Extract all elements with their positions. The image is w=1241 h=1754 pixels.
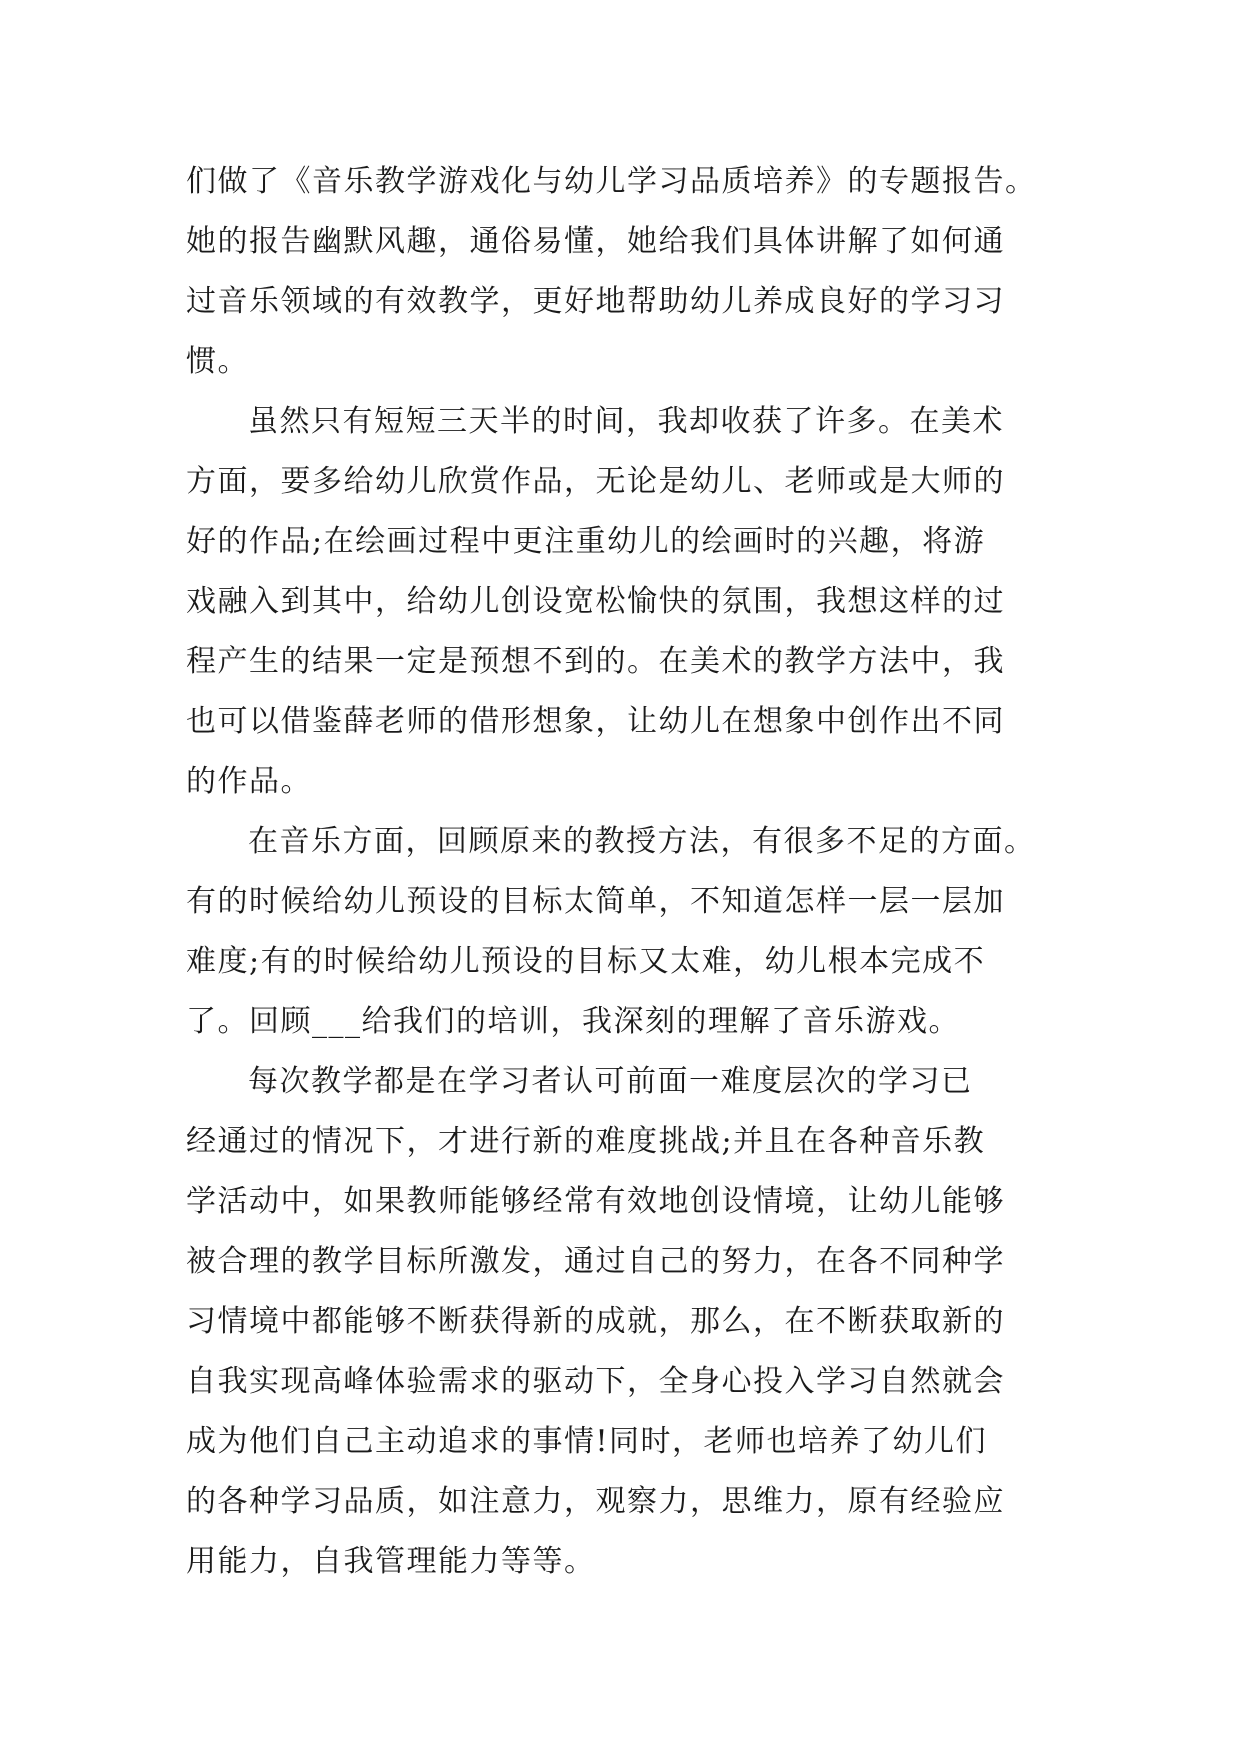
text-line: 过音乐领域的有效教学，更好地帮助幼儿养成良好的学习习 bbox=[186, 284, 1005, 319]
text-line: 每次教学都是在学习者认可前面一难度层次的学习已 bbox=[248, 1064, 973, 1099]
text-line: 自我实现高峰体验需求的驱动下，全身心投入学习自然就会 bbox=[186, 1364, 1005, 1399]
text-line: 她的报告幽默风趣，通俗易懂，她给我们具体讲解了如何通 bbox=[186, 224, 1005, 259]
text-line: 了。回顾___给我们的培训，我深刻的理解了音乐游戏。 bbox=[186, 1004, 960, 1039]
text-line: 的各种学习品质，如注意力，观察力，思维力，原有经验应 bbox=[186, 1484, 1005, 1519]
text-line: 虽然只有短短三天半的时间，我却收获了许多。在美术 bbox=[248, 404, 1004, 439]
text-line: 好的作品;在绘画过程中更注重幼儿的绘画时的兴趣，将游 bbox=[186, 524, 986, 559]
text-line: 们做了《音乐教学游戏化与幼儿学习品质培养》的专题报告。 bbox=[186, 164, 1037, 199]
text-line: 程产生的结果一定是预想不到的。在美术的教学方法中，我 bbox=[186, 644, 1005, 679]
text-line: 在音乐方面，回顾原来的教授方法，有很多不足的方面。 bbox=[248, 824, 1036, 859]
text-line: 成为他们自己主动追求的事情!同时，老师也培养了幼儿们 bbox=[186, 1424, 988, 1459]
document-body bbox=[186, 152, 1056, 1592]
paragraph-1 bbox=[186, 152, 1056, 392]
paragraph-4 bbox=[186, 1052, 1056, 1592]
paragraph-3 bbox=[186, 812, 1056, 1052]
text-line: 惯。 bbox=[186, 344, 249, 379]
text-line: 戏融入到其中，给幼儿创设宽松愉快的氛围，我想这样的过 bbox=[186, 584, 1005, 619]
text-line: 习情境中都能够不断获得新的成就，那么，在不断获取新的 bbox=[186, 1304, 1005, 1339]
text-line: 学活动中，如果教师能够经常有效地创设情境，让幼儿能够 bbox=[186, 1184, 1005, 1219]
paragraph-2 bbox=[186, 392, 1056, 812]
text-line: 经通过的情况下，才进行新的难度挑战;并且在各种音乐教 bbox=[186, 1124, 986, 1159]
text-line: 也可以借鉴薛老师的借形想象，让幼儿在想象中创作出不同 bbox=[186, 704, 1005, 739]
text-line: 有的时候给幼儿预设的目标太简单，不知道怎样一层一层加 bbox=[186, 884, 1005, 919]
text-line: 的作品。 bbox=[186, 764, 312, 799]
text-line: 用能力，自我管理能力等等。 bbox=[186, 1544, 596, 1579]
text-line: 难度;有的时候给幼儿预设的目标又太难，幼儿根本完成不 bbox=[186, 944, 986, 979]
text-line: 方面，要多给幼儿欣赏作品，无论是幼儿、老师或是大师的 bbox=[186, 464, 1005, 499]
text-line: 被合理的教学目标所激发，通过自己的努力，在各不同种学 bbox=[186, 1244, 1005, 1279]
